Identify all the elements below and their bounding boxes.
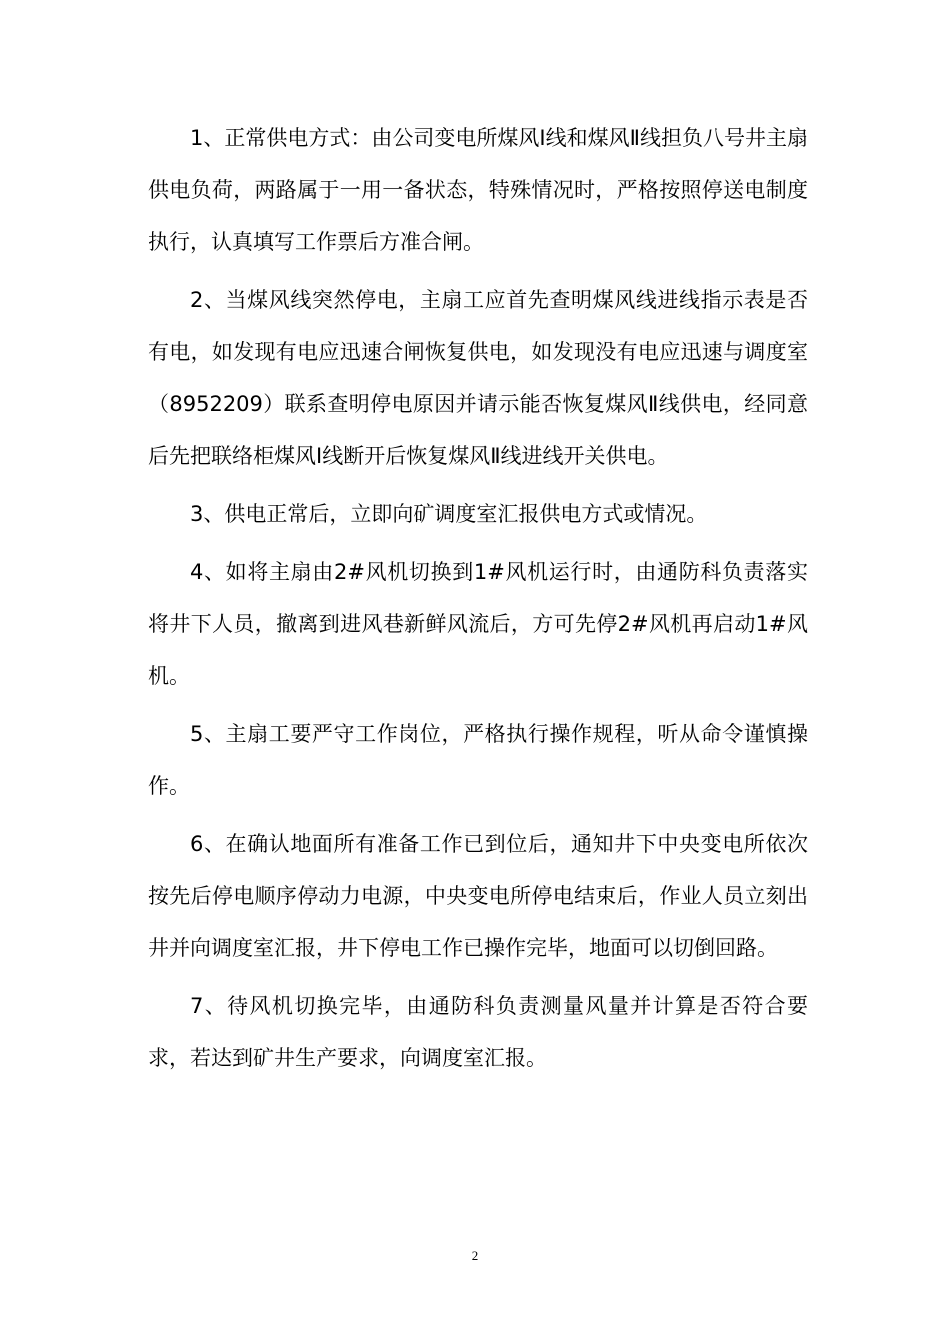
paragraph-2: 2、当煤风线突然停电，主扇工应首先查明煤风线进线指示表是否有电，如发现有电应迅速合闸恢复供电，如发现没有电应迅速与调度室（8952209）联系查明停电原因并请示能否恢复煤风Ⅱ线供电，经同意后先把联络柜煤风Ⅰ线断开后恢复煤风Ⅱ线进线开关供电。 xyxy=(148,288,808,468)
document-body xyxy=(148,112,808,1090)
paragraph-5: 5、主扇工要严守工作岗位，严格执行操作规程，听从命令谨慎操作。 xyxy=(148,722,808,798)
paragraph-3: 3、供电正常后，立即向矿调度室汇报供电方式或情况。 xyxy=(190,502,708,526)
paragraph-1: 1、正常供电方式：由公司变电所煤风Ⅰ线和煤风Ⅱ线担负八号井主扇供电负荷，两路属于一用一备状态，特殊情况时，严格按照停送电制度执行，认真填写工作票后方准合闸。 xyxy=(148,126,808,254)
paragraph-4: 4、如将主扇由2#风机切换到1#风机运行时，由通防科负责落实将井下人员，撤离到进风巷新鲜风流后，方可先停2#风机再启动1#风机。 xyxy=(148,560,808,688)
paragraph-7: 7、待风机切换完毕，由通防科负责测量风量并计算是否符合要求，若达到矿井生产要求，向调度室汇报。 xyxy=(148,994,808,1070)
page-number: 2 xyxy=(471,1248,479,1263)
paragraph-6: 6、在确认地面所有准备工作已到位后，通知井下中央变电所依次按先后停电顺序停动力电源，中央变电所停电结束后，作业人员立刻出井并向调度室汇报，井下停电工作已操作完毕，地面可以切倒回路。 xyxy=(148,832,808,960)
